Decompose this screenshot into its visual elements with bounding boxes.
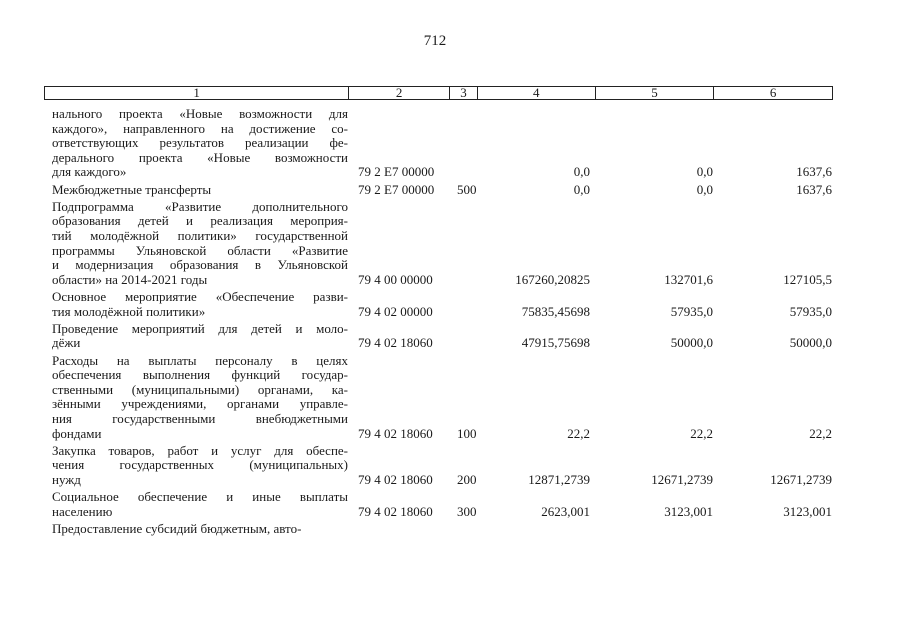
row-description	[52, 322, 348, 351]
description-line: нального проекта «Новые возможности для	[52, 106, 348, 121]
description-line: фондами	[52, 425, 102, 441]
budget-code: 79 4 02 18060	[358, 425, 433, 441]
description-line: чения государственных (муниципальных)	[52, 457, 348, 473]
budget-code: 79 4 02 18060	[358, 471, 433, 487]
amount-col-5: 132701,6	[664, 271, 713, 287]
description-line: тий молодёжной политики» государственной	[52, 227, 348, 243]
description-line: Закупка товаров, работ и услуг для обеспе-	[52, 442, 348, 458]
amount-col-5: 12671,2739	[651, 471, 713, 487]
amount-col-5: 50000,0	[670, 335, 713, 351]
amount-col-4: 47915,75698	[521, 335, 590, 351]
amount-col-6: 50000,0	[789, 335, 832, 351]
row-description	[52, 354, 348, 442]
amount-col-6: 12671,2739	[770, 471, 832, 487]
description-line: Проведение мероприятий для детей и моло-	[52, 320, 348, 336]
description-line: программы Ульяновской области «Развитие	[52, 242, 348, 258]
budget-code: 79 4 02 18060	[358, 503, 433, 519]
amount-col-5: 3123,001	[664, 503, 713, 519]
amount-col-4: 12871,2739	[528, 471, 590, 487]
description-line: дерального проекта «Новые возможности	[52, 149, 348, 165]
table-header	[44, 86, 833, 100]
description-line: Социальное обеспечение и иные выплаты	[52, 489, 348, 505]
row-description	[52, 290, 348, 319]
row-description	[52, 490, 348, 519]
amount-col-5: 0,0	[696, 164, 713, 180]
description-line: Межбюджетные трансферты	[52, 181, 212, 197]
description-line: ния государственными внебюджетными	[52, 410, 348, 426]
amount-col-5: 22,2	[690, 425, 713, 441]
header-col-2: 2	[349, 87, 450, 99]
row-description	[52, 183, 348, 198]
amount-col-6: 127105,5	[783, 271, 832, 287]
description-line: ственными (муниципальными) органами, ка-	[52, 381, 348, 397]
amount-col-6: 3123,001	[783, 503, 832, 519]
description-line: тия молодёжной политики»	[52, 303, 206, 319]
description-line: Подпрограмма «Развитие дополнительного	[52, 198, 348, 214]
amount-col-6: 1637,6	[796, 164, 832, 180]
row-description	[52, 444, 348, 488]
amount-col-4: 2623,001	[541, 503, 590, 519]
description-line: Предоставление субсидий бюджетным, авто-	[52, 521, 302, 536]
header-col-5: 5	[596, 87, 715, 99]
amount-col-6: 22,2	[809, 425, 832, 441]
row-description	[52, 522, 348, 537]
expense-type: 200	[457, 471, 477, 487]
description-line: и модернизация образования в Ульяновской	[52, 257, 348, 273]
amount-col-4: 167260,20825	[515, 271, 590, 287]
description-line: населению	[52, 503, 113, 519]
amount-col-6: 57935,0	[789, 303, 832, 319]
description-line: зёнными учреждениями, органами управле-	[52, 396, 348, 412]
amount-col-5: 57935,0	[670, 303, 713, 319]
budget-code: 79 2 Е7 00000	[358, 181, 435, 197]
amount-col-4: 0,0	[573, 181, 590, 197]
budget-code: 79 4 02 18060	[358, 335, 433, 351]
header-col-6: 6	[769, 85, 777, 100]
header-col-3: 3	[450, 87, 478, 99]
amount-col-4: 75835,45698	[521, 303, 590, 319]
header-col-4: 4	[478, 87, 596, 99]
budget-code: 79 4 00 00000	[358, 271, 433, 287]
description-line: области» на 2014-2021 годы	[52, 271, 208, 287]
description-line: образования детей и реализация мероприя-	[52, 213, 348, 229]
row-description	[52, 200, 348, 288]
description-line: дёжи	[52, 335, 81, 351]
amount-col-4: 22,2	[567, 425, 590, 441]
expense-type: 100	[457, 425, 477, 441]
amount-col-5: 0,0	[696, 181, 713, 197]
description-line: для каждого»	[52, 164, 127, 180]
description-line: нужд	[52, 471, 81, 487]
budget-code: 79 4 02 00000	[358, 303, 433, 319]
amount-col-6: 1637,6	[796, 181, 832, 197]
expense-type: 500	[457, 181, 477, 197]
budget-code: 79 2 Е7 00000	[358, 164, 435, 180]
description-line: каждого», направленного на достижение со-	[52, 120, 348, 136]
header-col-1: 1	[45, 87, 349, 99]
description-line: обеспечения выполнения функций государ-	[52, 367, 348, 383]
amount-col-4: 0,0	[573, 164, 590, 180]
description-line: Основное мероприятие «Обеспечение разви-	[52, 289, 348, 304]
expense-type: 300	[457, 503, 477, 519]
description-line: Расходы на выплаты персоналу в целях	[52, 352, 348, 368]
description-line: ответствующих результатов реализации фе-	[52, 135, 348, 151]
row-description	[52, 107, 348, 180]
page-number: 712	[423, 33, 447, 49]
